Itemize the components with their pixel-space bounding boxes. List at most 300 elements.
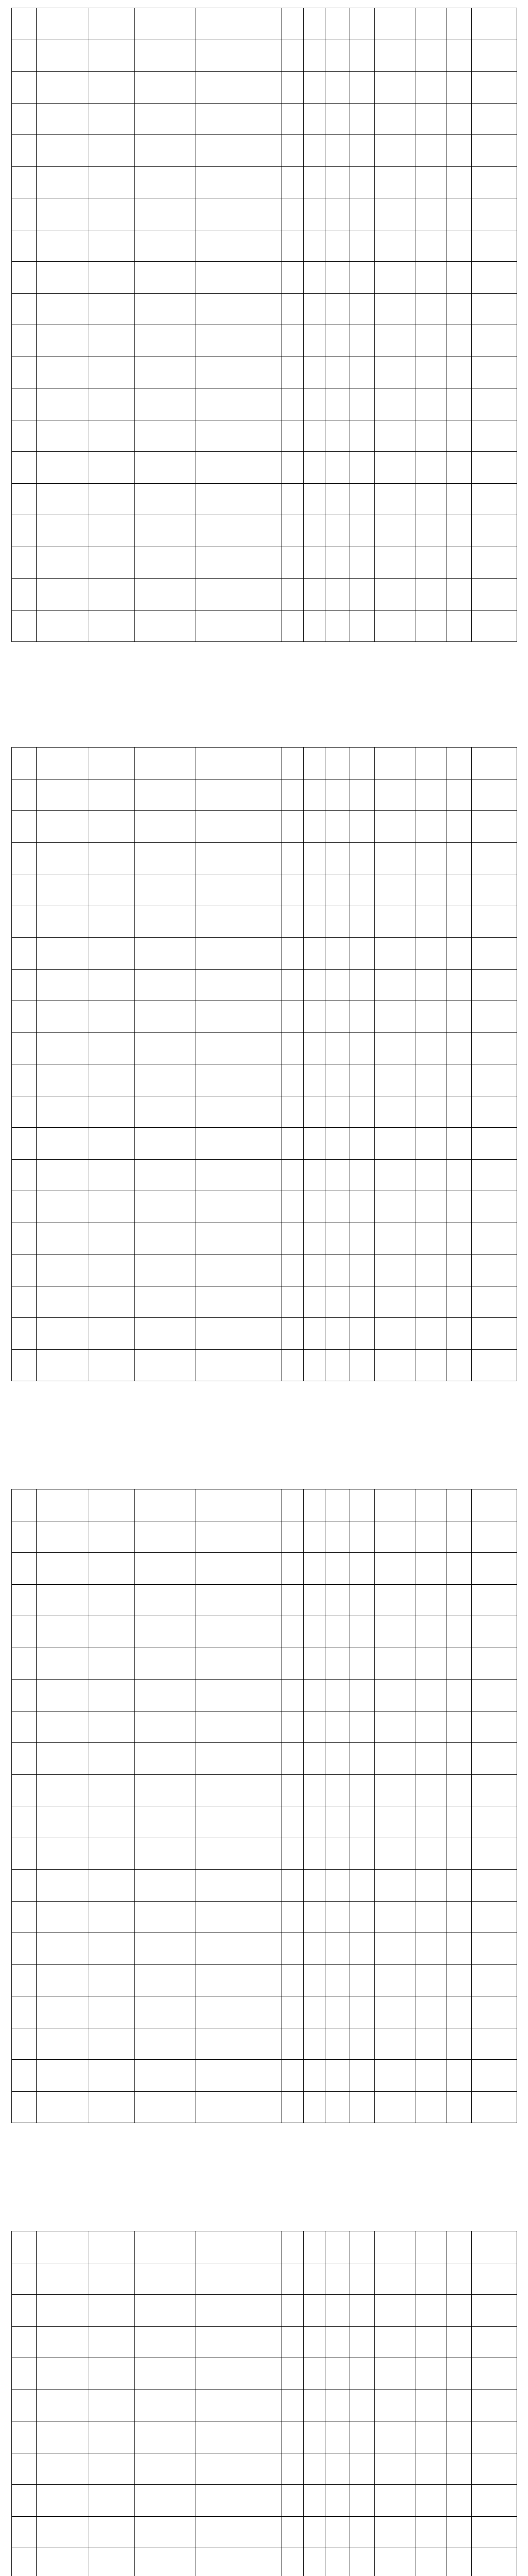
- col-remark: [472, 2516, 517, 2548]
- col-lecture: [325, 2485, 350, 2517]
- col-lab: [350, 357, 375, 388]
- table-section: [11, 747, 517, 1381]
- col-term: [375, 1318, 416, 1350]
- col-lab: [350, 2263, 375, 2295]
- col-lab: [350, 2453, 375, 2485]
- col-credits: [282, 2326, 304, 2358]
- col-remark: [472, 8, 517, 40]
- col-weeks: [447, 1128, 472, 1160]
- col-category: [89, 515, 135, 547]
- col-category: [89, 2453, 135, 2485]
- col-no: [12, 811, 37, 843]
- col-weeks: [447, 420, 472, 452]
- col-course-name: [195, 40, 282, 72]
- col-term: [375, 811, 416, 843]
- col-category: [89, 2091, 135, 2123]
- col-hours: [304, 1774, 325, 1806]
- col-lecture: [325, 2091, 350, 2123]
- col-term: [375, 547, 416, 579]
- col-code: [37, 2060, 89, 2092]
- col-code: [37, 1806, 89, 1838]
- col-lecture: [325, 1616, 350, 1648]
- col-weeks: [447, 2231, 472, 2263]
- col-credits: [282, 135, 304, 167]
- col-lecture: [325, 748, 350, 779]
- col-no: [12, 515, 37, 547]
- col-course-code: [135, 779, 195, 811]
- table-row: [12, 1191, 517, 1223]
- col-remark: [472, 1521, 517, 1553]
- table-row: [12, 1096, 517, 1128]
- col-category: [89, 1648, 135, 1680]
- col-remark: [472, 811, 517, 843]
- col-category: [89, 906, 135, 938]
- col-category: [89, 166, 135, 198]
- col-no: [12, 1648, 37, 1680]
- col-code: [37, 452, 89, 484]
- col-credits: [282, 2358, 304, 2390]
- col-weeks: [447, 1616, 472, 1648]
- col-code: [37, 2548, 89, 2576]
- col-category: [89, 1001, 135, 1033]
- table-row: [12, 515, 517, 547]
- col-course-name: [195, 1096, 282, 1128]
- col-no: [12, 1680, 37, 1711]
- table-row: [12, 906, 517, 938]
- col-course-name: [195, 1933, 282, 1965]
- col-code: [37, 1996, 89, 2028]
- col-course-name: [195, 1996, 282, 2028]
- col-hours: [304, 103, 325, 135]
- col-lab: [350, 1933, 375, 1965]
- table-row: [12, 1286, 517, 1318]
- col-course-name: [195, 1553, 282, 1585]
- col-course-name: [195, 2060, 282, 2092]
- col-course-name: [195, 515, 282, 547]
- col-no: [12, 1933, 37, 1965]
- col-no: [12, 483, 37, 515]
- col-remark: [472, 230, 517, 262]
- col-lecture: [325, 1584, 350, 1616]
- col-remark: [472, 1032, 517, 1064]
- table-row: [12, 2091, 517, 2123]
- col-lecture: [325, 166, 350, 198]
- col-exam: [416, 1223, 447, 1255]
- col-exam: [416, 1933, 447, 1965]
- col-credits: [282, 2389, 304, 2421]
- col-category: [89, 2485, 135, 2517]
- col-no: [12, 1964, 37, 1996]
- col-lab: [350, 2389, 375, 2421]
- col-lab: [350, 1870, 375, 1902]
- table-row: [12, 1064, 517, 1096]
- table-row: [12, 2485, 517, 2517]
- col-code: [37, 811, 89, 843]
- table-row: [12, 1159, 517, 1191]
- col-lab: [350, 1711, 375, 1743]
- col-no: [12, 2091, 37, 2123]
- col-course-code: [135, 8, 195, 40]
- col-hours: [304, 8, 325, 40]
- col-exam: [416, 135, 447, 167]
- col-lecture: [325, 779, 350, 811]
- col-term: [375, 1064, 416, 1096]
- table-row: [12, 874, 517, 906]
- col-lab: [350, 1032, 375, 1064]
- col-remark: [472, 1349, 517, 1381]
- col-course-code: [135, 1064, 195, 1096]
- table-row: [12, 1870, 517, 1902]
- col-hours: [304, 1318, 325, 1350]
- table-row: [12, 388, 517, 420]
- col-category: [89, 2060, 135, 2092]
- col-exam: [416, 1032, 447, 1064]
- col-category: [89, 357, 135, 388]
- col-no: [12, 1223, 37, 1255]
- col-course-code: [135, 166, 195, 198]
- table-row: [12, 1489, 517, 1521]
- col-course-code: [135, 1584, 195, 1616]
- col-weeks: [447, 1032, 472, 1064]
- col-hours: [304, 938, 325, 970]
- col-weeks: [447, 135, 472, 167]
- table-row: [12, 72, 517, 104]
- col-course-name: [195, 2516, 282, 2548]
- col-remark: [472, 906, 517, 938]
- col-lecture: [325, 969, 350, 1001]
- col-weeks: [447, 2421, 472, 2453]
- col-lecture: [325, 230, 350, 262]
- col-credits: [282, 2485, 304, 2517]
- col-hours: [304, 1806, 325, 1838]
- col-credits: [282, 1870, 304, 1902]
- col-no: [12, 1286, 37, 1318]
- table-row: [12, 1349, 517, 1381]
- col-weeks: [447, 40, 472, 72]
- col-lecture: [325, 2516, 350, 2548]
- col-term: [375, 2295, 416, 2327]
- col-term: [375, 1774, 416, 1806]
- col-course-name: [195, 1838, 282, 1870]
- col-lecture: [325, 40, 350, 72]
- col-course-name: [195, 748, 282, 779]
- col-category: [89, 1521, 135, 1553]
- col-lecture: [325, 1318, 350, 1350]
- col-course-name: [195, 1223, 282, 1255]
- col-category: [89, 2389, 135, 2421]
- col-no: [12, 1255, 37, 1286]
- col-lab: [350, 1128, 375, 1160]
- col-term: [375, 1711, 416, 1743]
- col-remark: [472, 969, 517, 1001]
- col-no: [12, 1743, 37, 1775]
- col-hours: [304, 2516, 325, 2548]
- col-credits: [282, 938, 304, 970]
- col-category: [89, 103, 135, 135]
- col-credits: [282, 2295, 304, 2327]
- col-category: [89, 1096, 135, 1128]
- col-no: [12, 842, 37, 874]
- col-course-name: [195, 1064, 282, 1096]
- col-weeks: [447, 1159, 472, 1191]
- col-remark: [472, 325, 517, 357]
- col-lecture: [325, 2231, 350, 2263]
- col-no: [12, 1521, 37, 1553]
- col-credits: [282, 1806, 304, 1838]
- col-course-code: [135, 1096, 195, 1128]
- col-code: [37, 1901, 89, 1933]
- col-course-code: [135, 2358, 195, 2390]
- table-row: [12, 2231, 517, 2263]
- col-weeks: [447, 842, 472, 874]
- col-credits: [282, 874, 304, 906]
- col-exam: [416, 2263, 447, 2295]
- col-lecture: [325, 811, 350, 843]
- col-course-name: [195, 579, 282, 611]
- col-no: [12, 1001, 37, 1033]
- col-credits: [282, 2060, 304, 2092]
- col-course-name: [195, 388, 282, 420]
- col-lab: [350, 906, 375, 938]
- col-course-code: [135, 748, 195, 779]
- col-lab: [350, 842, 375, 874]
- col-weeks: [447, 2263, 472, 2295]
- col-course-name: [195, 1032, 282, 1064]
- col-credits: [282, 420, 304, 452]
- col-hours: [304, 1743, 325, 1775]
- col-exam: [416, 2453, 447, 2485]
- col-hours: [304, 2389, 325, 2421]
- col-term: [375, 2060, 416, 2092]
- col-lab: [350, 1001, 375, 1033]
- col-category: [89, 1964, 135, 1996]
- col-category: [89, 2231, 135, 2263]
- col-weeks: [447, 1870, 472, 1902]
- table-row: [12, 420, 517, 452]
- col-hours: [304, 135, 325, 167]
- col-course-name: [195, 1743, 282, 1775]
- col-category: [89, 2548, 135, 2576]
- table-row: [12, 1584, 517, 1616]
- col-exam: [416, 2326, 447, 2358]
- col-course-name: [195, 1159, 282, 1191]
- col-remark: [472, 2295, 517, 2327]
- col-weeks: [447, 1349, 472, 1381]
- col-lecture: [325, 1096, 350, 1128]
- col-remark: [472, 72, 517, 104]
- col-category: [89, 420, 135, 452]
- col-weeks: [447, 2060, 472, 2092]
- col-code: [37, 1774, 89, 1806]
- col-term: [375, 1616, 416, 1648]
- col-course-code: [135, 2548, 195, 2576]
- col-weeks: [447, 2389, 472, 2421]
- col-code: [37, 483, 89, 515]
- col-credits: [282, 547, 304, 579]
- col-no: [12, 2389, 37, 2421]
- col-lecture: [325, 515, 350, 547]
- col-remark: [472, 40, 517, 72]
- col-exam: [416, 1743, 447, 1775]
- col-no: [12, 1711, 37, 1743]
- col-remark: [472, 1096, 517, 1128]
- col-term: [375, 1489, 416, 1521]
- col-exam: [416, 1128, 447, 1160]
- col-term: [375, 1996, 416, 2028]
- col-code: [37, 1964, 89, 1996]
- col-weeks: [447, 1996, 472, 2028]
- col-course-code: [135, 1964, 195, 1996]
- col-category: [89, 1616, 135, 1648]
- col-hours: [304, 2091, 325, 2123]
- col-term: [375, 420, 416, 452]
- col-remark: [472, 1964, 517, 1996]
- col-lab: [350, 811, 375, 843]
- col-course-code: [135, 1774, 195, 1806]
- col-term: [375, 1933, 416, 1965]
- col-course-name: [195, 230, 282, 262]
- col-credits: [282, 1616, 304, 1648]
- col-exam: [416, 262, 447, 294]
- col-hours: [304, 357, 325, 388]
- col-no: [12, 103, 37, 135]
- col-no: [12, 579, 37, 611]
- col-remark: [472, 1159, 517, 1191]
- col-no: [12, 1318, 37, 1350]
- col-lecture: [325, 1521, 350, 1553]
- col-course-name: [195, 2326, 282, 2358]
- col-weeks: [447, 1223, 472, 1255]
- col-lecture: [325, 1489, 350, 1521]
- col-course-code: [135, 1806, 195, 1838]
- col-credits: [282, 230, 304, 262]
- col-exam: [416, 1870, 447, 1902]
- col-course-name: [195, 166, 282, 198]
- col-code: [37, 293, 89, 325]
- col-code: [37, 2358, 89, 2390]
- col-exam: [416, 2028, 447, 2060]
- col-credits: [282, 969, 304, 1001]
- col-course-code: [135, 1159, 195, 1191]
- col-lab: [350, 969, 375, 1001]
- col-term: [375, 388, 416, 420]
- col-lecture: [325, 2028, 350, 2060]
- col-remark: [472, 1901, 517, 1933]
- col-weeks: [447, 262, 472, 294]
- col-code: [37, 2231, 89, 2263]
- col-code: [37, 547, 89, 579]
- col-course-code: [135, 842, 195, 874]
- col-weeks: [447, 1191, 472, 1223]
- col-course-name: [195, 969, 282, 1001]
- col-credits: [282, 748, 304, 779]
- col-term: [375, 1349, 416, 1381]
- col-category: [89, 579, 135, 611]
- col-weeks: [447, 483, 472, 515]
- col-remark: [472, 262, 517, 294]
- col-no: [12, 1996, 37, 2028]
- col-category: [89, 1489, 135, 1521]
- col-lab: [350, 1584, 375, 1616]
- col-hours: [304, 2421, 325, 2453]
- col-term: [375, 1680, 416, 1711]
- col-weeks: [447, 906, 472, 938]
- col-lab: [350, 2028, 375, 2060]
- col-lecture: [325, 2548, 350, 2576]
- col-lecture: [325, 1964, 350, 1996]
- col-exam: [416, 357, 447, 388]
- col-term: [375, 1521, 416, 1553]
- col-lab: [350, 1806, 375, 1838]
- col-weeks: [447, 1680, 472, 1711]
- col-weeks: [447, 2295, 472, 2327]
- col-weeks: [447, 2453, 472, 2485]
- col-weeks: [447, 1001, 472, 1033]
- col-weeks: [447, 325, 472, 357]
- col-credits: [282, 1553, 304, 1585]
- col-weeks: [447, 515, 472, 547]
- col-term: [375, 1286, 416, 1318]
- col-course-code: [135, 1128, 195, 1160]
- col-lab: [350, 1648, 375, 1680]
- col-no: [12, 293, 37, 325]
- col-remark: [472, 1870, 517, 1902]
- col-no: [12, 325, 37, 357]
- col-category: [89, 72, 135, 104]
- table-row: [12, 103, 517, 135]
- col-weeks: [447, 748, 472, 779]
- col-exam: [416, 579, 447, 611]
- col-lab: [350, 2326, 375, 2358]
- col-hours: [304, 515, 325, 547]
- col-remark: [472, 2326, 517, 2358]
- col-lecture: [325, 2060, 350, 2092]
- col-course-code: [135, 357, 195, 388]
- table-row: [12, 2389, 517, 2421]
- col-category: [89, 1159, 135, 1191]
- col-term: [375, 906, 416, 938]
- col-category: [89, 842, 135, 874]
- table-row: [12, 2421, 517, 2453]
- col-code: [37, 779, 89, 811]
- col-credits: [282, 2028, 304, 2060]
- col-lab: [350, 2516, 375, 2548]
- col-no: [12, 388, 37, 420]
- col-exam: [416, 1996, 447, 2028]
- col-weeks: [447, 1553, 472, 1585]
- col-code: [37, 72, 89, 104]
- col-no: [12, 2263, 37, 2295]
- table-section: [11, 1489, 517, 2123]
- col-course-code: [135, 1648, 195, 1680]
- col-lecture: [325, 1901, 350, 1933]
- col-hours: [304, 1223, 325, 1255]
- col-course-code: [135, 1489, 195, 1521]
- col-lab: [350, 1521, 375, 1553]
- table-row: [12, 2060, 517, 2092]
- col-weeks: [447, 874, 472, 906]
- col-course-code: [135, 135, 195, 167]
- col-category: [89, 748, 135, 779]
- table-row: [12, 579, 517, 611]
- col-hours: [304, 262, 325, 294]
- col-remark: [472, 1711, 517, 1743]
- col-term: [375, 1743, 416, 1775]
- col-hours: [304, 1255, 325, 1286]
- col-exam: [416, 420, 447, 452]
- col-remark: [472, 103, 517, 135]
- table-row: [12, 1838, 517, 1870]
